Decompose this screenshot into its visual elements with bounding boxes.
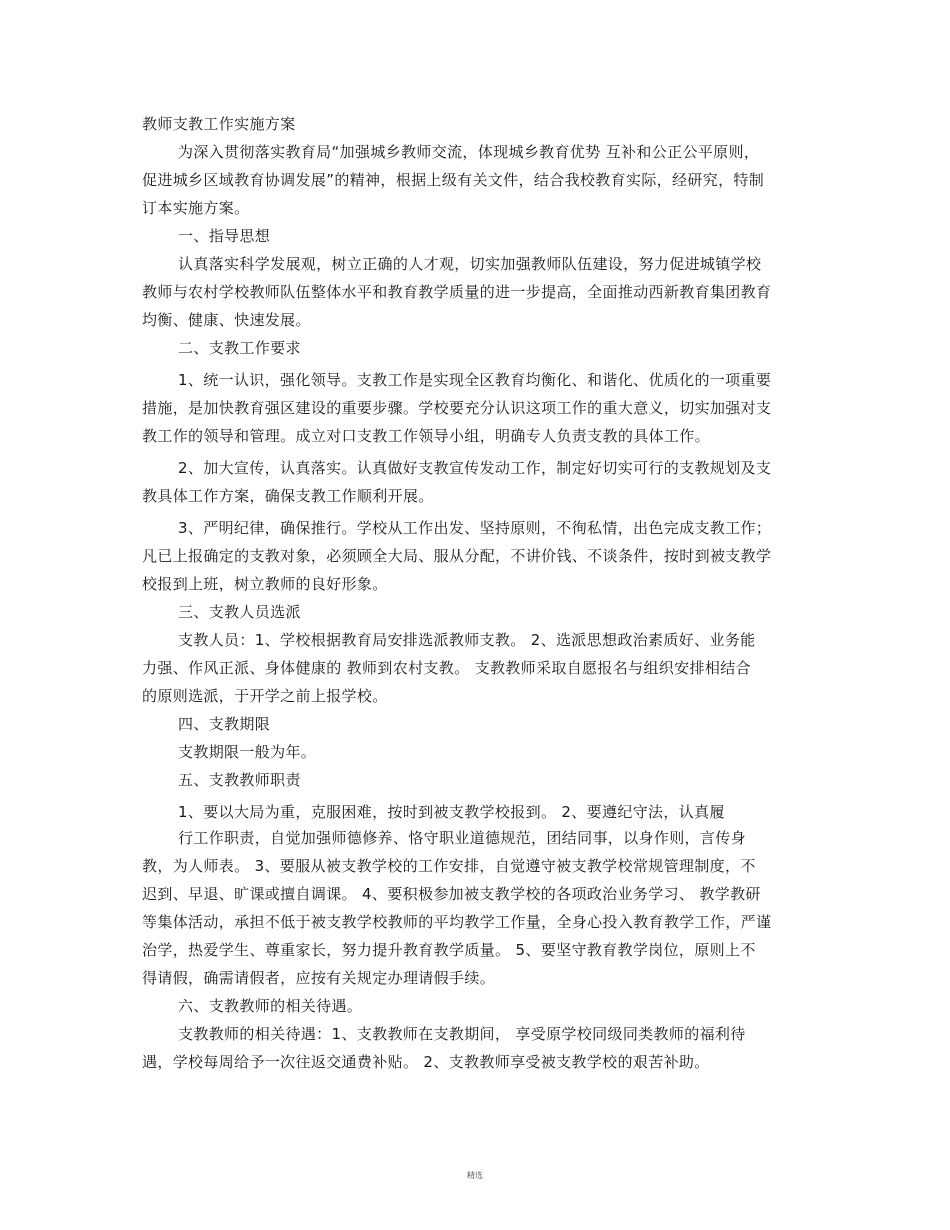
paragraph-line: 措施，是加快教育强区建设的重要步骤。学校要充分认识这项工作的重大意义，切实加强对支: [142, 399, 772, 417]
paragraph-line: 校报到上班，树立教师的良好形象。: [142, 575, 388, 593]
paragraph-line: 的原则选派，于开学之前上报学校。: [142, 687, 388, 705]
paragraph-line: 2、加大宣传，认真落实。认真做好支教宣传发动工作，制定好切实可行的支教规划及支: [178, 459, 772, 477]
paragraph-line: 支教期限一般为年。: [178, 743, 317, 761]
paragraph-line: 教具体工作方案，确保支教工作顺利开展。: [142, 487, 434, 505]
paragraph-line: 等集体活动，承担不低于被支教学校教师的平均教学工作量，全身心投入教育教学工作，严谨: [142, 913, 772, 931]
page-footer: 精选: [467, 1171, 483, 1180]
paragraph-line: 1、要以大局为重，克服困难，按时到被支教学校报到。 2、要遵纪守法，认真履: [178, 803, 725, 821]
document-title: 教师支教工作实施方案: [142, 115, 296, 133]
paragraph-line: 支教人员：1、学校根据教育局安排选派教师支教。 2、选派思想政治素质好、业务能: [178, 631, 756, 649]
paragraph-line: 支教教师的相关待遇：1、支教教师在支教期间， 享受原学校同级同类教师的福利待: [178, 1025, 746, 1043]
section-heading-requirements: 二、支教工作要求: [178, 339, 301, 357]
paragraph-line: 遇，学校每周给予一次往返交通费补贴。 2、支教教师享受被支教学校的艰苦补助。: [142, 1053, 710, 1071]
paragraph-line: 教工作的领导和管理。成立对口支教工作领导小组，明确专人负责支教的具体工作。: [142, 427, 710, 445]
paragraph-line: 凡已上报确定的支教对象，必须顾全大局、服从分配，不讲价钱、不谈条件，按时到被支教学: [142, 547, 772, 565]
section-heading-benefits: 六、支教教师的相关待遇。: [178, 997, 363, 1015]
paragraph-line: 力强、作风正派、身体健康的 教师到农村支教。 支教教师采取自愿报名与组织安排相结合: [142, 659, 751, 677]
paragraph-line: 迟到、早退、旷课或擅自调课。 4、要积极参加被支教学校的各项政治业务学习、 教学教研: [142, 885, 761, 903]
intro-line-1: 为深入贯彻落实教育局“加强城乡教师交流，体现城乡教育优势 互补和公正公平原则，: [178, 143, 760, 161]
intro-line-2: 促进城乡区域教育协调发展”的精神，根据上级有关文件，结合我校教育实际，经研究，特制: [142, 171, 765, 189]
intro-line-3: 订本实施方案。: [142, 199, 250, 217]
paragraph-line: 行工作职责，自觉加强师德修养、恪守职业道德规范，团结同事，以身作则，言传身: [178, 829, 746, 847]
section-heading-guiding-thought: 一、指导思想: [178, 227, 271, 245]
paragraph-line: 认真落实科学发展观，树立正确的人才观，切实加强教师队伍建设，努力促进城镇学校: [178, 255, 762, 273]
paragraph-line: 教师与农村学校教师队伍整体水平和教育教学质量的进一步提高，全面推动西新教育集团教育: [142, 283, 772, 301]
paragraph-line: 均衡、健康、快速发展。: [142, 311, 311, 329]
paragraph-line: 治学，热爱学生、尊重家长，努力提升教育教学质量。 5、要坚守教育教学岗位，原则上不: [142, 941, 756, 959]
paragraph-line: 教，为人师表。 3、要服从被支教学校的工作安排，自觉遵守被支教学校常规管理制度，不: [142, 857, 756, 875]
paragraph-line: 3、严明纪律，确保推行。学校从工作出发、坚持原则，不徇私情，出色完成支教工作；: [178, 519, 772, 537]
paragraph-line: 得请假，确需请假者，应按有关规定办理请假手续。: [142, 969, 496, 987]
section-heading-selection: 三、支教人员选派: [178, 603, 301, 621]
section-heading-term: 四、支教期限: [178, 715, 271, 733]
paragraph-line: 1、统一认识，强化领导。支教工作是实现全区教育均衡化、和谐化、优质化的一项重要: [178, 371, 772, 389]
section-heading-duties: 五、支教教师职责: [178, 771, 301, 789]
